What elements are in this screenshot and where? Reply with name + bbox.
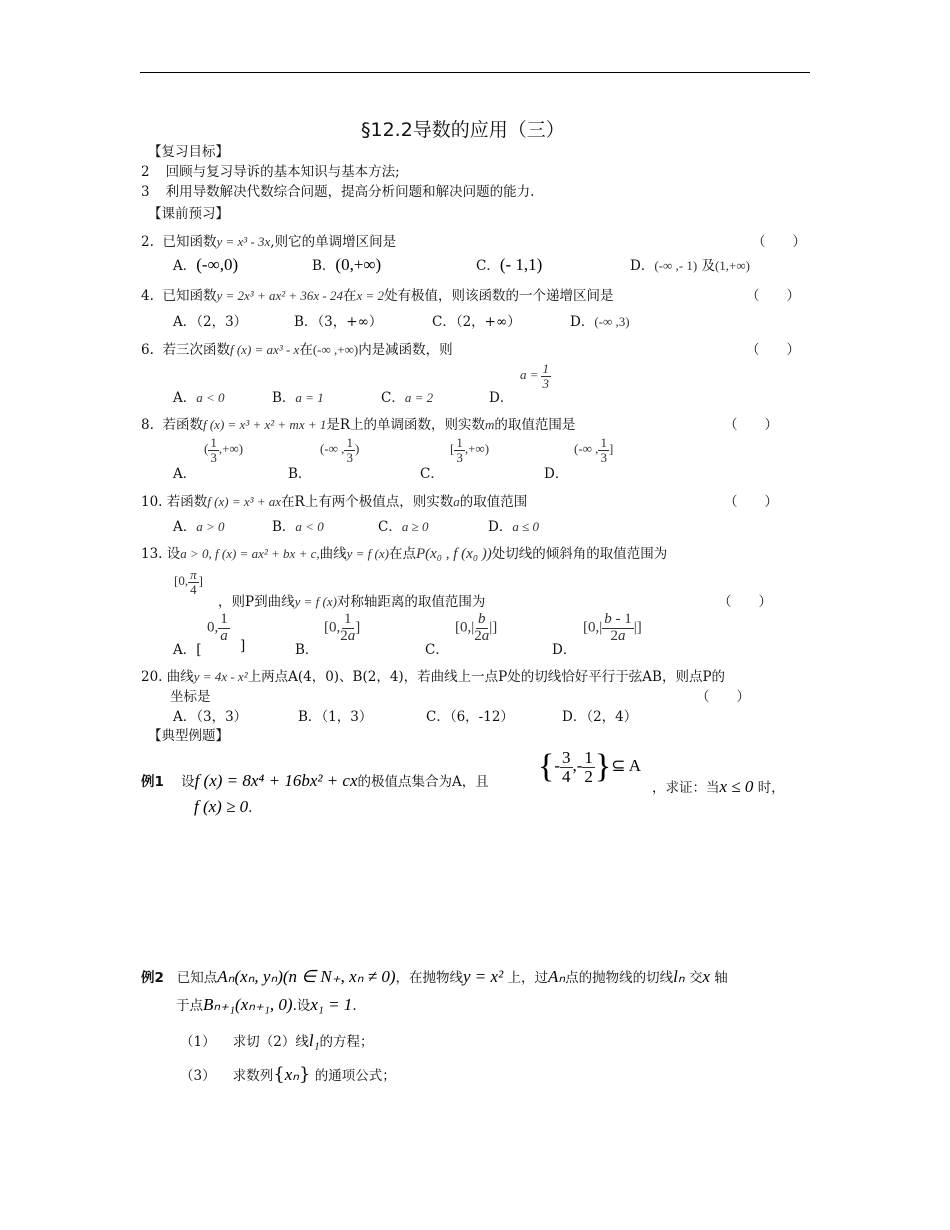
math-var: Aₙ	[547, 967, 566, 986]
goal-num: 3	[141, 184, 150, 200]
math-expr: Bₙ₊₁(xₙ₊₁, 0)	[203, 995, 293, 1014]
option-c: C．（6，-12）	[426, 709, 514, 725]
option-d: D．	[552, 642, 577, 658]
math-expr: y = f (x)	[294, 594, 337, 609]
option-c: C．a = 2	[381, 390, 434, 406]
math-expr: y = f (x)	[346, 546, 389, 561]
option-c: C．(- 1,1)	[476, 255, 543, 274]
math-expr: f (x) = x³ + x² + mx + 1	[202, 417, 327, 432]
math-expr: a > 0, f (x) = ax² + bx + c,	[180, 546, 320, 561]
option-b-interval: [0, $\frac{1}{2a}$ ]	[324, 611, 361, 644]
answer-paren: （ ）	[696, 689, 750, 705]
option-a: A．（2，3）	[173, 314, 248, 330]
goal-num: 2	[141, 164, 150, 180]
math-var: a	[453, 494, 460, 509]
math-expr: f (x) = x³ + ax	[207, 494, 282, 509]
example-2: 例2 已知点Aₙ(xₙ, yₙ)(n ∈ N₊, xₙ ≠ 0)，在抛物线y = x² 上，过Aₙ点的抛物线的切线lₙ 交x 轴	[141, 967, 728, 986]
option-c-interval: [0,| $\frac{b}{2a}$ |]	[455, 611, 498, 644]
example-1-conclusion: f (x) ≥ 0.	[194, 797, 253, 816]
option-d: D．(-∞ ,3)	[570, 314, 630, 330]
section-goals-heading: 【复习目标】	[148, 144, 229, 160]
option-b: B．	[295, 642, 319, 658]
page-title: §12.2导数的应用（三）	[361, 119, 565, 141]
option-a: A．(-∞,0)	[173, 255, 239, 274]
question-13-line2: ，则P到曲线y = f (x)对称轴距离的取值范围为	[218, 594, 486, 610]
option-d: D．	[489, 390, 514, 406]
set-expr: {- $\frac{3}{4}$ ,- $\frac{1}{2}$ }⊆ A	[538, 747, 642, 786]
answer-paren: （ ）	[746, 342, 800, 358]
math-expr: y = x²	[463, 967, 504, 986]
math-expr: y = 4x - x²	[193, 669, 248, 684]
option-a-interval: 0, $\frac{1}{a}$	[207, 611, 228, 644]
math-expr: (-∞ ,+∞)	[312, 342, 359, 357]
example-2-line2: 于点Bₙ₊₁(xₙ₊₁, 0).设x₁ = 1.	[176, 995, 357, 1014]
fraction-one-third: a = $\frac{1}{3}$	[520, 361, 550, 391]
example-2-item-1: （1） 求切（2）线l₁的方程；	[180, 1031, 374, 1050]
question-6: 6. 若三次函数f (x) = ax³ - x在(-∞ ,+∞)内是减函数，则	[141, 342, 453, 358]
goal-item	[141, 160, 400, 180]
math-expr: f (x) = ax³ - x	[229, 342, 300, 357]
answer-paren: （ ）	[718, 594, 772, 610]
option-b-interval: (-∞ , $\frac{1}{3}$ )	[320, 435, 360, 465]
option-c: C．a ≥ 0	[378, 519, 429, 535]
goal-text: 回顾与复习导诉的基本知识与基本方法;	[165, 164, 400, 180]
option-b: B．a = 1	[272, 390, 324, 406]
answer-paren: （ ）	[746, 288, 800, 304]
math-expr: y = 2x³ + ax² + 36x - 24	[216, 288, 344, 303]
option-c: C．	[420, 466, 444, 482]
option-a: A．	[173, 466, 197, 482]
math-var: xₙ	[284, 1065, 300, 1084]
math-expr: y = x³ - 3x	[216, 234, 271, 249]
option-a: A．（3，3）	[173, 709, 248, 725]
math-expr: f (x) ≥ 0	[194, 797, 249, 816]
math-var: lₙ	[673, 967, 685, 986]
option-a-close: ]	[240, 638, 246, 654]
option-a: A．[	[173, 642, 202, 658]
example-label: 例1	[141, 774, 164, 790]
option-c: C．（2，+∞）	[432, 314, 521, 330]
option-c: C．	[425, 642, 449, 658]
option-c-interval: [ $\frac{1}{3}$ ,+∞)	[450, 435, 490, 465]
section-preview-heading: 【课前预习】	[148, 206, 229, 222]
question-20: 20. 曲线y = 4x - x²上两点A(4，0)、B(2，4)，若曲线上一点P处的切线恰好平行于弦AB，则点P的	[141, 669, 726, 685]
option-d-interval: (-∞ , $\frac{1}{3}$ ]	[574, 435, 614, 465]
math-expr: f (x) = 8x⁴ + 16bx² + cx	[194, 771, 358, 790]
question-20-line2: 坐标是	[170, 689, 211, 705]
option-b: B．（1，3）	[298, 709, 373, 725]
option-d-interval: [0,| $\frac{b - 1}{2a}$ |]	[583, 611, 642, 644]
option-b: B．（3，+∞）	[294, 314, 383, 330]
question-10: 10. 若函数f (x) = x³ + ax在R上有两个极值点，则实数a的取值范围	[141, 494, 528, 510]
option-b: B．	[288, 466, 312, 482]
example-label: 例2	[141, 970, 164, 986]
example-1: 例1 设f (x) = 8x⁴ + 16bx² + cx的极值点集合为A，且	[141, 771, 489, 790]
option-a-interval: ( $\frac{1}{3}$ ,+∞)	[204, 435, 244, 465]
section-examples-heading: 【典型例题】	[148, 728, 229, 744]
option-a: A．a < 0	[173, 390, 225, 406]
math-expr: Aₙ(xₙ, yₙ)(n ∈ N₊, xₙ ≠ 0)	[217, 967, 396, 986]
question-8: 8. 若函数f (x) = x³ + x² + mx + 1是R上的单调函数，则实数m的取值范围是	[141, 417, 576, 433]
goal-text: 利用导数解决代数综合问题，提高分析问题和解决问题的能力.	[165, 184, 535, 200]
tangent-angle-range: [0, $\frac{\pi}{4}$ ]	[174, 567, 203, 597]
option-b: B．(0,+∞)	[312, 255, 382, 274]
answer-paren: （ ）	[752, 234, 806, 250]
question-4: 4. 已知函数y = 2x³ + ax² + 36x - 24在x = 2处有极值，则该函数的一个递增区间是	[141, 288, 614, 304]
question-2: 2. 已知函数y = x³ - 3x,则它的单调增区间是	[141, 234, 397, 250]
math-var: l₁	[308, 1031, 320, 1050]
math-var: m	[485, 417, 495, 432]
option-b: B．a < 0	[272, 519, 324, 535]
answer-paren: （ ）	[724, 494, 778, 510]
option-d: D．	[544, 466, 569, 482]
option-d: D．(-∞ ,- 1) 及(1,+∞)	[630, 258, 750, 274]
example-1-tail: ，求证：当x ≤ 0 时，	[652, 777, 785, 796]
top-rule	[140, 72, 810, 73]
answer-paren: （ ）	[724, 417, 778, 433]
question-13: 13. 设a > 0, f (x) = ax² + bx + c,曲线y = f (x)在点P(x₀ , f (x₀ ))处切线的倾斜角的取值范围为	[141, 546, 668, 562]
math-expr: P(x₀ , f (x₀ ))	[415, 546, 492, 562]
option-d: D．（2，4）	[562, 709, 638, 725]
goal-item	[141, 180, 534, 200]
math-var: x	[702, 967, 710, 986]
math-expr: x ≤ 0	[719, 777, 754, 796]
math-expr: x₁ = 1	[310, 995, 353, 1014]
example-2-item-3: （3） 求数列{xₙ} 的通项公式；	[180, 1064, 396, 1085]
option-d: D．a ≤ 0	[488, 519, 539, 535]
option-a: A．a > 0	[173, 519, 225, 535]
math-expr: x = 2	[356, 288, 385, 303]
